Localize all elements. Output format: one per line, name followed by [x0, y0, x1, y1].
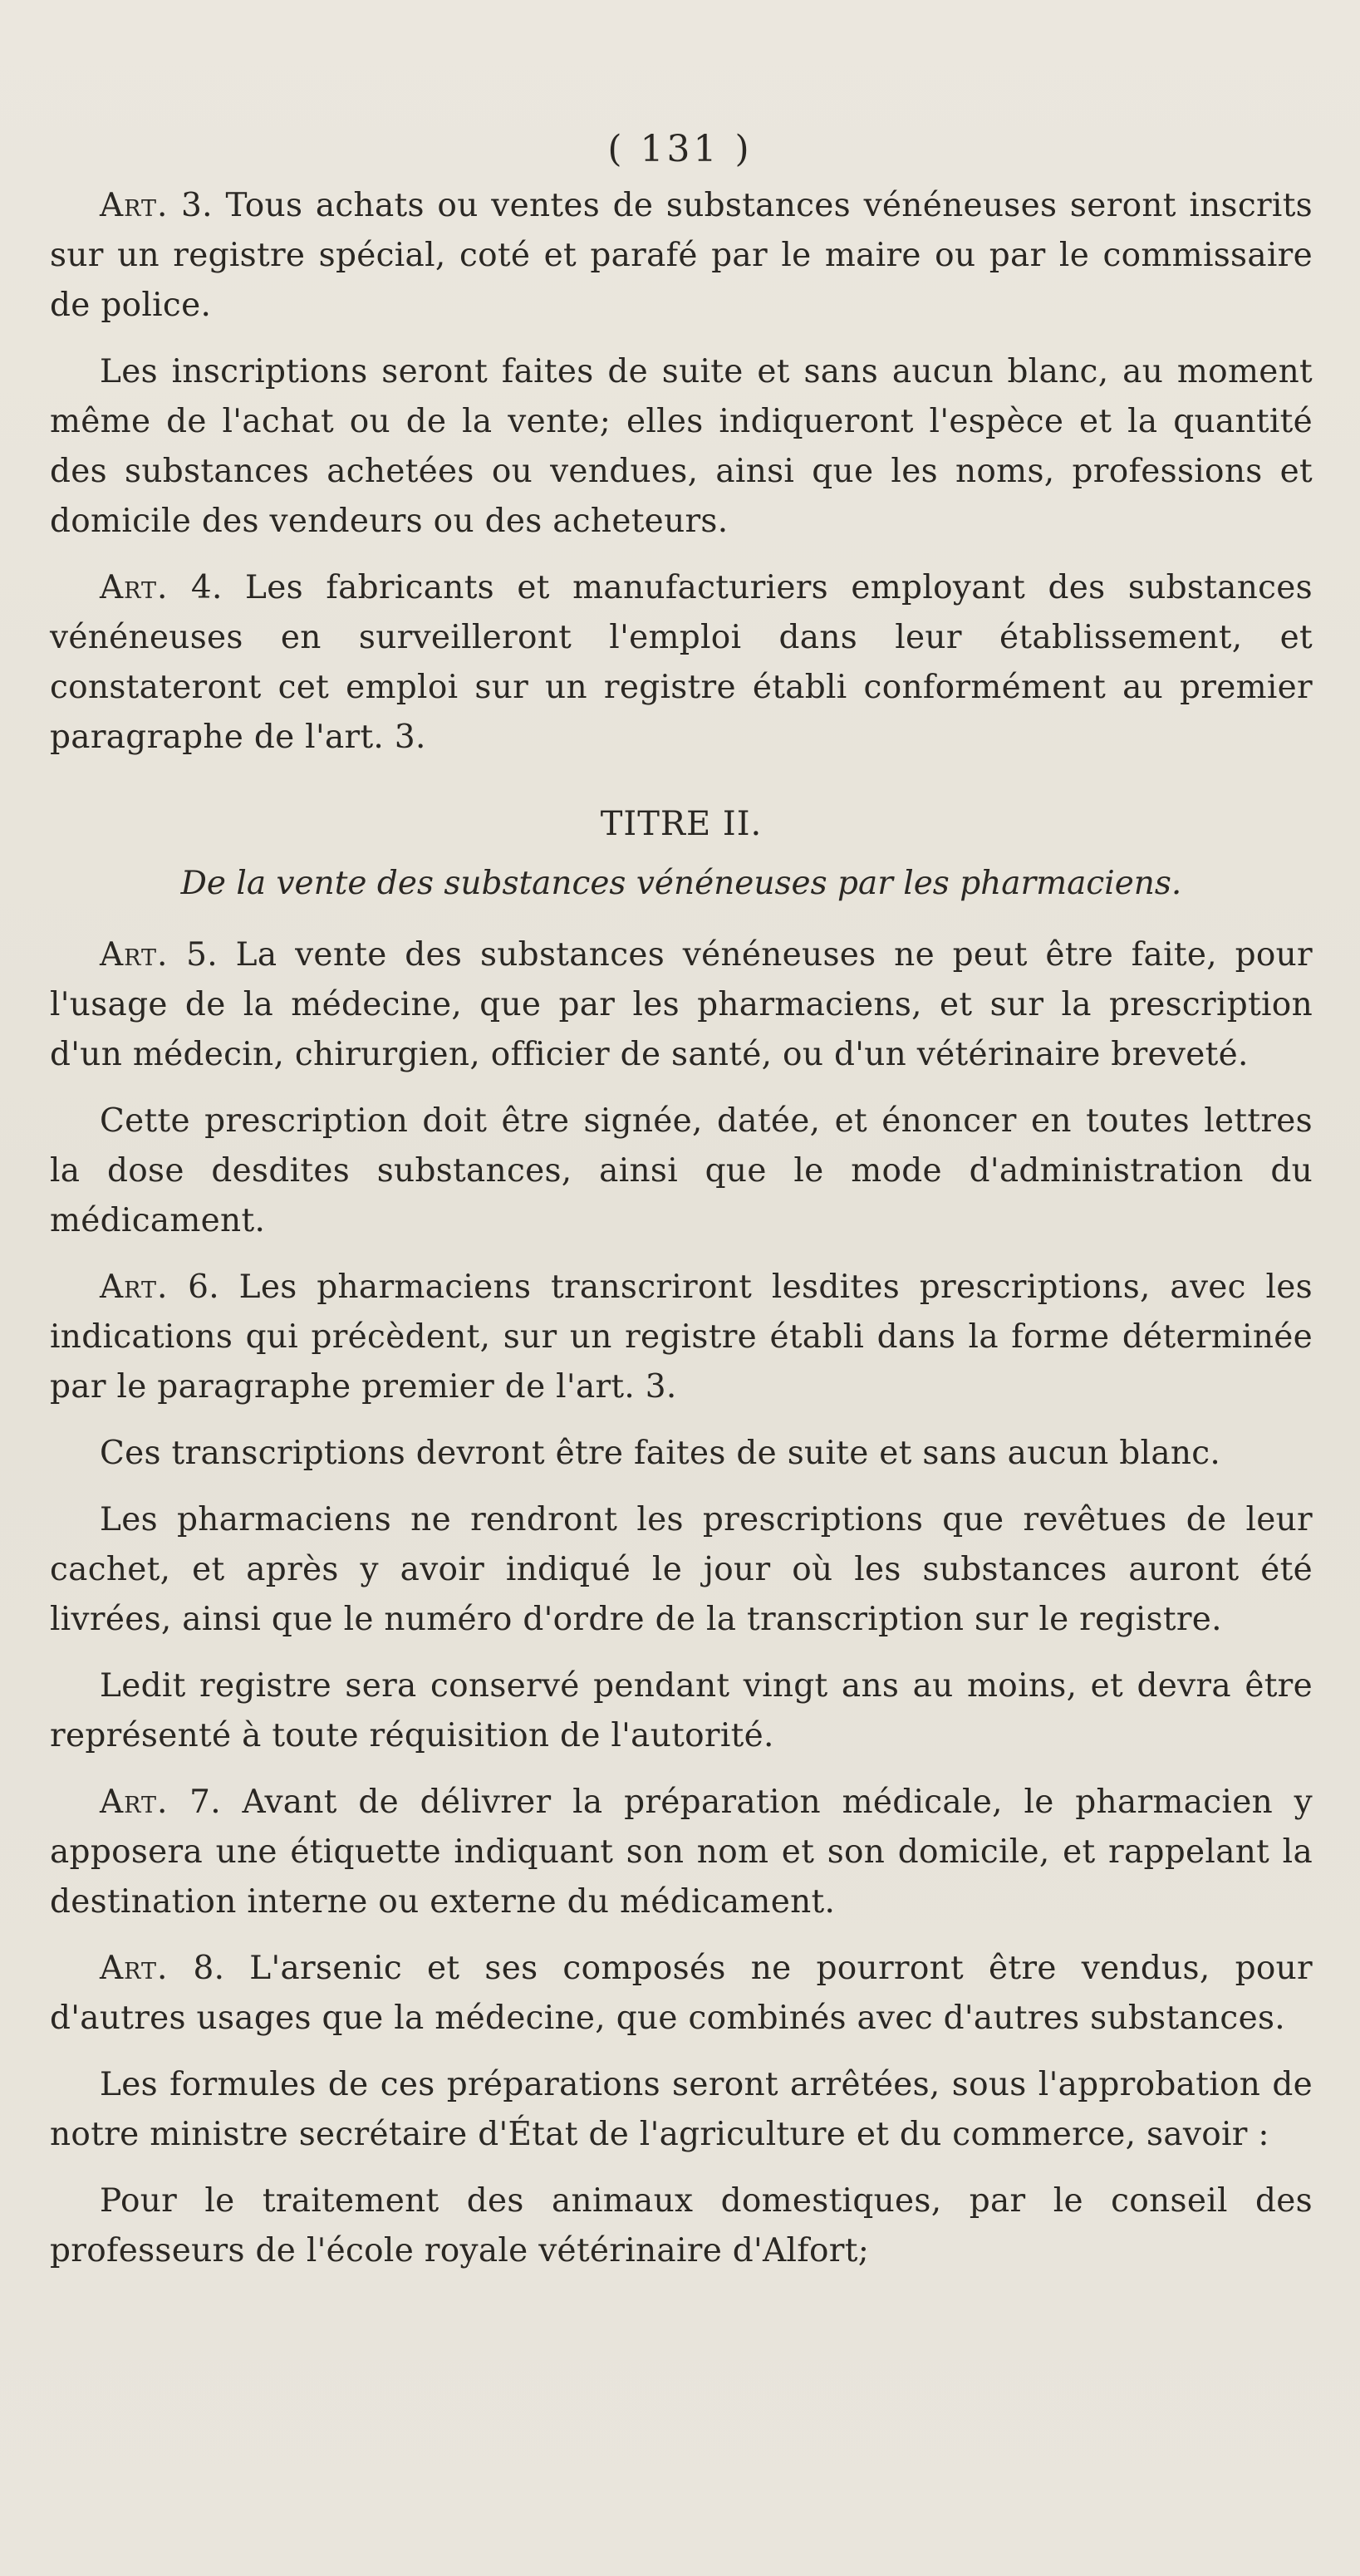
paragraph-text: 8. L'arsenic et ses composés ne pourront être vendus, pour d'autres usages que la médecine, que combinés avec d'autres substances.	[50, 1950, 1313, 2037]
paragraph-text: Ledit registre sera conservé pendant vingt ans au moins, et devra être représenté à toute réquisition de l'autorité.	[50, 1667, 1313, 1754]
paragraph-art-6	[50, 1263, 1313, 1412]
paragraph-art-5	[50, 930, 1313, 1080]
paragraph	[50, 347, 1313, 547]
paragraph	[50, 1661, 1313, 1761]
paragraph-text: Ces transcriptions devront être faites de suite et sans aucun blanc.	[100, 1435, 1221, 1472]
paragraph-text: Les inscriptions seront faites de suite et sans aucun blanc, au moment même de l'achat ou de la vente; elles indiqueront l'espèce et la quantité des substances achetées ou vendues, ainsi que les noms, professions et domicile des vendeurs ou des acheteurs.	[50, 353, 1313, 540]
paragraph-art-7	[50, 1778, 1313, 1927]
paragraph-art-4	[50, 563, 1313, 763]
paragraph	[50, 2176, 1313, 2276]
page-number: ( 131 )	[607, 128, 753, 170]
paragraph	[50, 2060, 1313, 2160]
paragraph	[50, 1097, 1313, 1246]
article-label: Art.	[100, 187, 169, 224]
article-label: Art.	[100, 1950, 169, 1987]
paragraph-text: Les formules de ces préparations seront arrêtées, sous l'approbation de notre ministre secrétaire d'État de l'agriculture et du commerce, savoir :	[50, 2066, 1313, 2153]
paragraph-text: 4. Les fabricants et manufacturiers employant des substances vénéneuses en surveilleront l'emploi dans leur établissement, et constateront cet emploi sur un registre établi conformément au premier paragraphe de l'art. 3.	[50, 569, 1313, 756]
paragraph-text: 3. Tous achats ou ventes de substances vénéneuses seront inscrits sur un registre spécial, coté et parafé par le maire ou par le commissaire de police.	[50, 187, 1313, 324]
section-title: TITRE II.	[600, 805, 763, 843]
paragraph-text: 5. La vente des substances vénéneuses ne peut être faite, pour l'usage de la médecine, que par les pharmaciens, et sur la prescription d'un médecin, chirurgien, officier de santé, ou d'un vétérinaire breveté.	[50, 936, 1313, 1073]
paragraph-art-3	[50, 181, 1313, 331]
article-label: Art.	[100, 569, 169, 606]
paragraph-text: 6. Les pharmaciens transcriront lesdites prescriptions, avec les indications qui précèdent, sur un registre établi dans la forme déterminée par le paragraphe premier de l'art. 3.	[50, 1268, 1313, 1406]
article-label: Art.	[100, 1268, 169, 1306]
paragraph-text: Les pharmaciens ne rendront les prescriptions que revêtues de leur cachet, et après y avoir indiqué le jour où les substances auront été livrées, ainsi que le numéro d'ordre de la transcription sur le registre.	[50, 1501, 1313, 1638]
page-body	[50, 181, 1313, 2293]
paragraph-text: Cette prescription doit être signée, datée, et énoncer en toutes lettres la dose desdites substances, ainsi que le mode d'administration du médicament.	[50, 1102, 1313, 1239]
section-subtitle: De la vente des substances vénéneuses par les pharmaciens.	[180, 865, 1182, 902]
article-label: Art.	[100, 936, 169, 974]
paragraph	[50, 1429, 1313, 1479]
paragraph	[50, 1495, 1313, 1645]
article-label: Art.	[100, 1784, 169, 1821]
paragraph-art-8	[50, 1944, 1313, 2044]
paragraph-text: 7. Avant de délivrer la préparation médicale, le pharmacien y apposera une étiquette indiquant son nom et son domicile, et rappelant la destination interne ou externe du médicament.	[50, 1784, 1313, 1921]
paragraph-text: Pour le traitement des animaux domestiques, par le conseil des professeurs de l'école royale vétérinaire d'Alfort;	[50, 2182, 1313, 2269]
